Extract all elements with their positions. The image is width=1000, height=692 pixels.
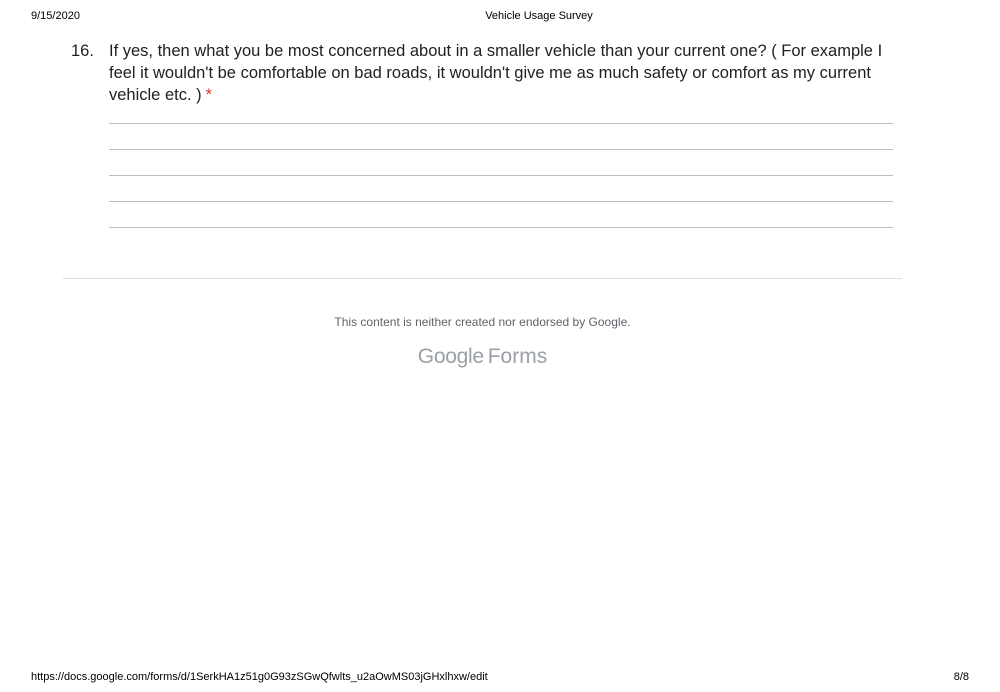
brand-forms-text: Forms bbox=[487, 345, 548, 368]
brand-google-text: Google bbox=[417, 345, 484, 368]
print-header-date: 9/15/2020 bbox=[31, 10, 80, 22]
print-header-title: Vehicle Usage Survey bbox=[485, 10, 593, 22]
answer-line[interactable] bbox=[109, 149, 893, 150]
question-text-block bbox=[109, 40, 909, 106]
required-asterisk: * bbox=[205, 86, 213, 104]
answer-line[interactable] bbox=[109, 201, 893, 202]
answer-line[interactable] bbox=[109, 123, 893, 124]
answer-line[interactable] bbox=[109, 175, 893, 176]
google-forms-logo[interactable] bbox=[0, 345, 965, 369]
google-disclaimer: This content is neither created nor endorsed by Google. bbox=[334, 315, 631, 329]
section-divider bbox=[63, 278, 902, 279]
question-number: 16. bbox=[71, 42, 94, 60]
answer-line[interactable] bbox=[109, 227, 893, 228]
question-text: If yes, then what you be most concerned about in a smaller vehicle than your current one? ( For example I feel it wouldn't be comfortable on bad roads, it wouldn't give me as much safety or comfort as my current vehicle etc. ) bbox=[109, 42, 883, 104]
print-footer-page-number: 8/8 bbox=[953, 671, 969, 683]
print-footer-url: https://docs.google.com/forms/d/1SerkHA1z51g0G93zSGwQfwlts_u2aOwMS03jGHxlhxw/edit bbox=[31, 671, 488, 683]
